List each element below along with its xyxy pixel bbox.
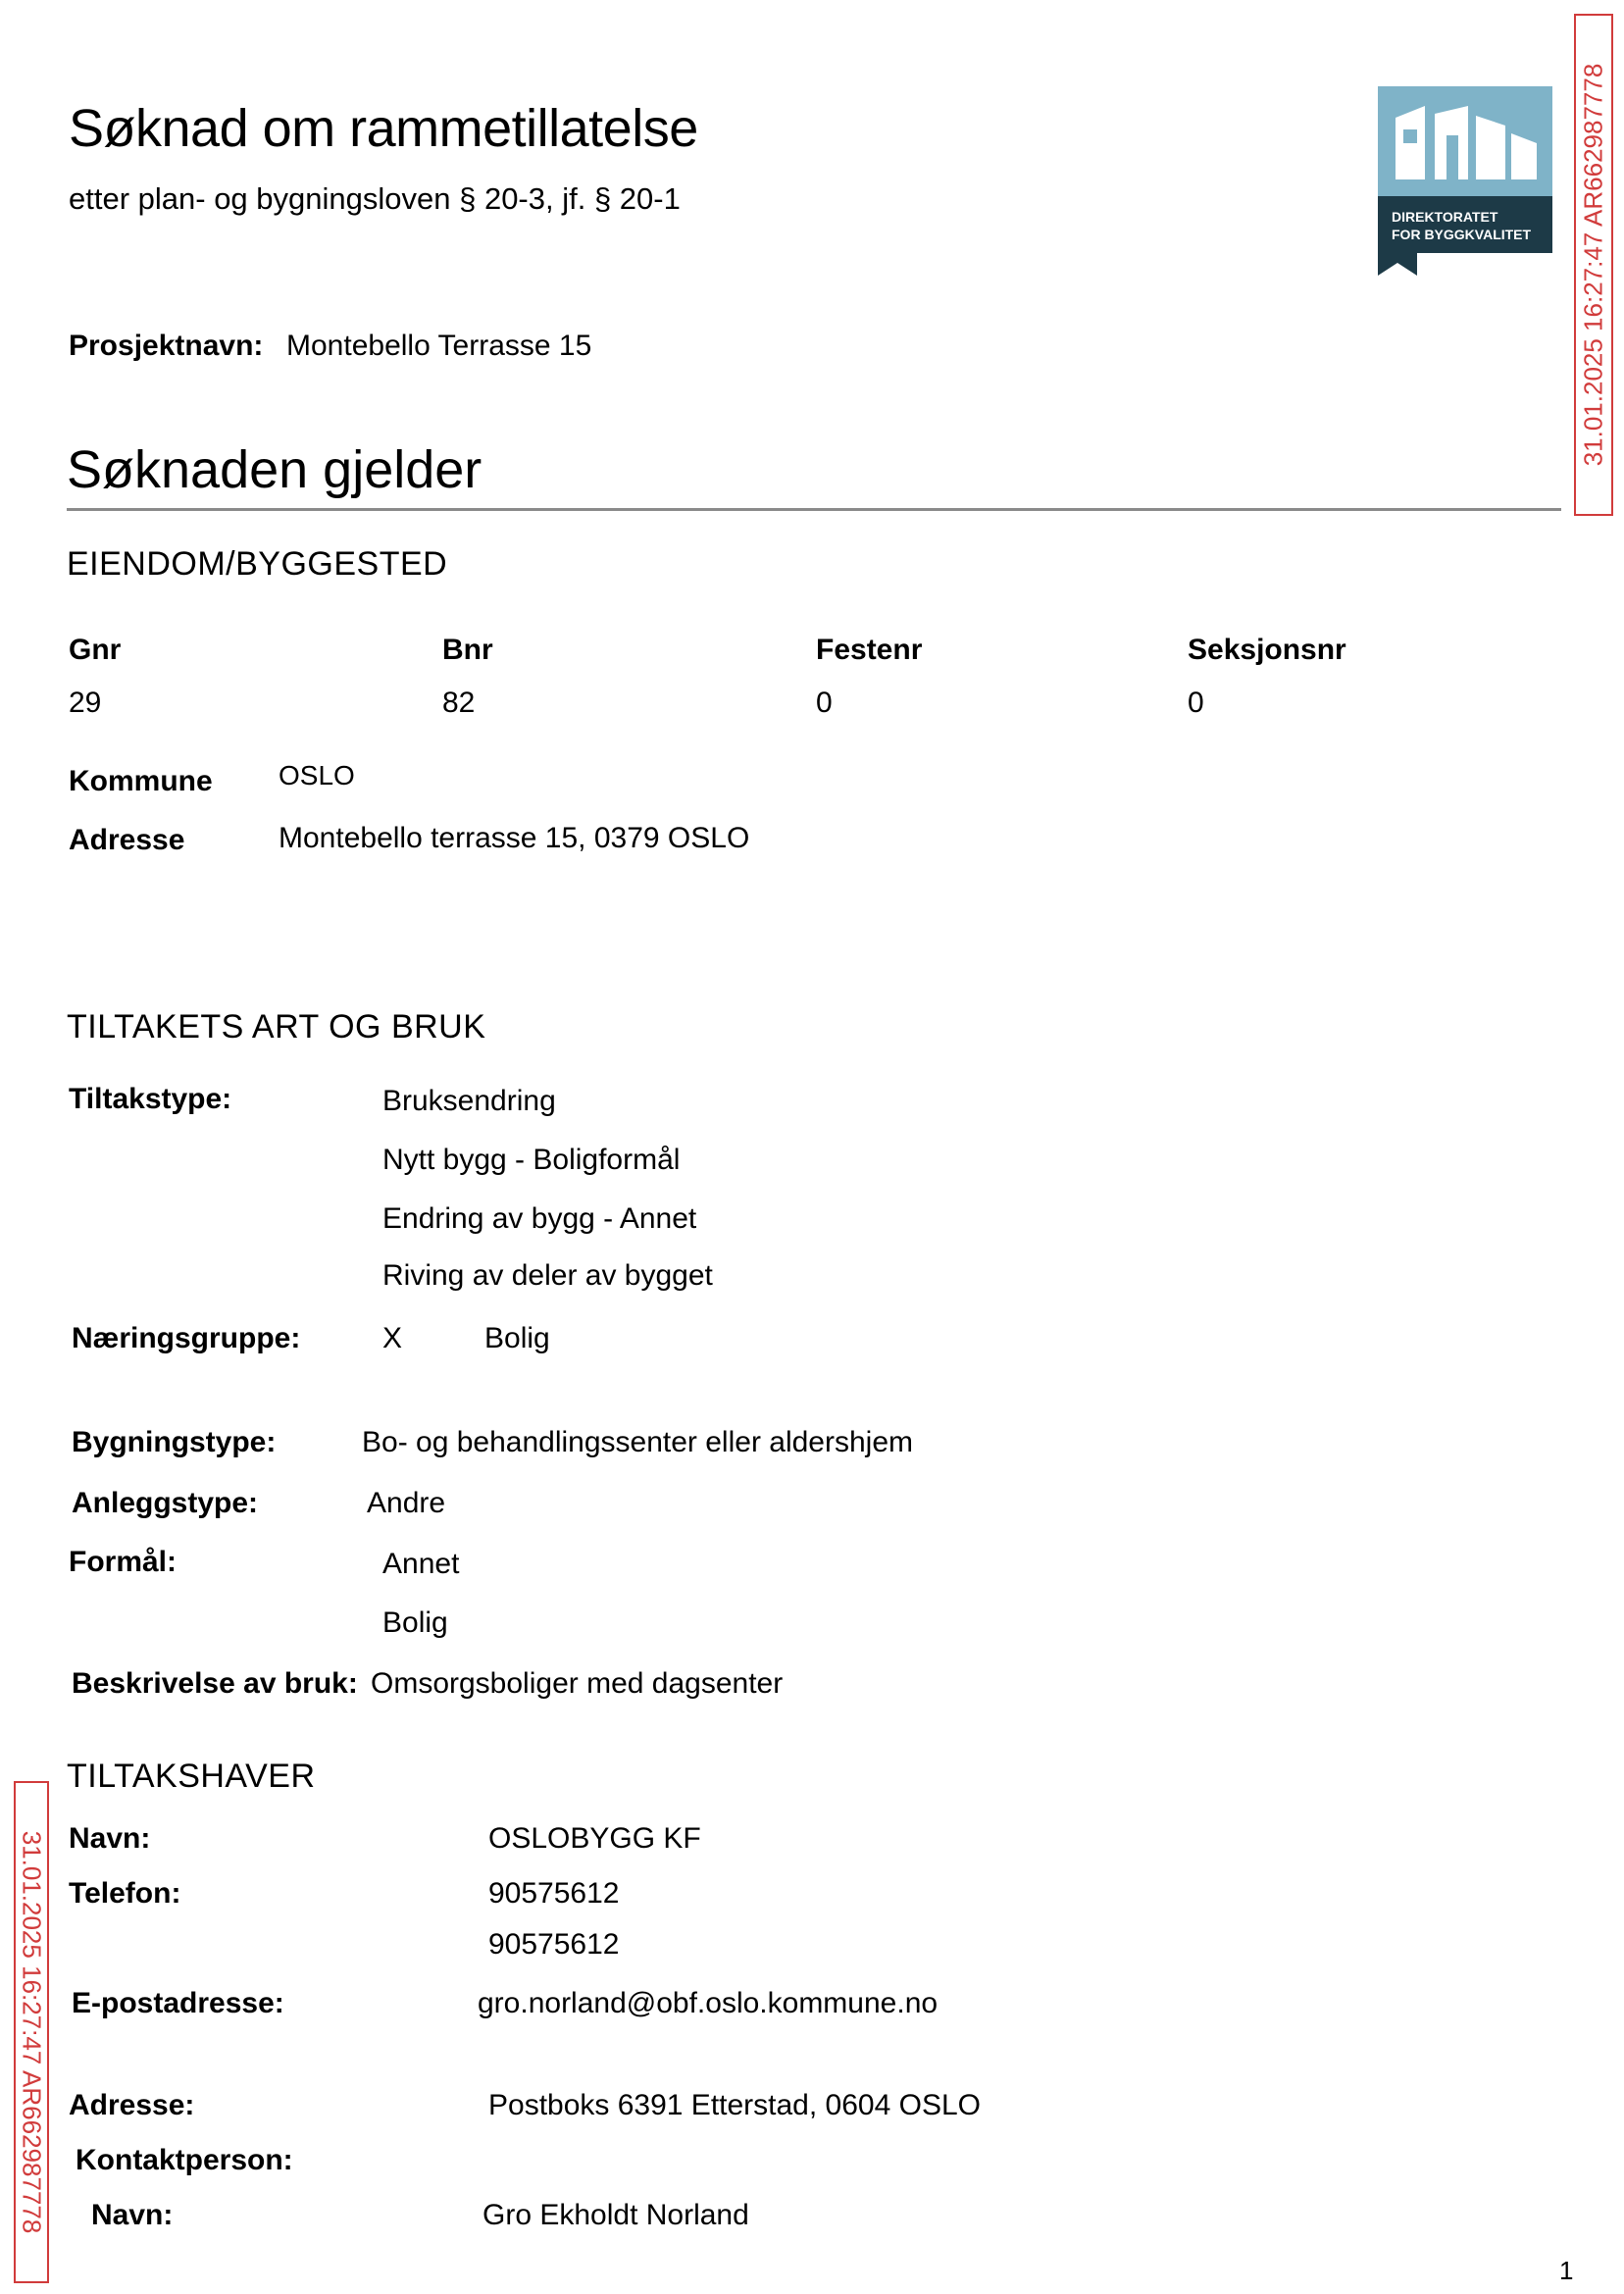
logo-text-line1: DIREKTORATET — [1392, 209, 1498, 225]
dibk-logo — [1378, 86, 1552, 276]
festenr-value: 0 — [816, 687, 833, 719]
tiltakstype-item: Endring av bygg - Annet — [382, 1202, 697, 1235]
tiltakstype-item: Riving av deler av bygget — [382, 1259, 713, 1292]
gnr-value: 29 — [69, 687, 102, 719]
bygningstype-value: Bo- og behandlingssenter eller aldershjem — [362, 1426, 914, 1458]
section-divider — [67, 508, 1561, 511]
tiltakstype-item: Bruksendring — [382, 1085, 556, 1117]
tiltakshaver-navn-label: Navn: — [69, 1822, 151, 1855]
property-heading: EIENDOM/BYGGESTED — [67, 545, 448, 583]
naeringsgruppe-code: X — [382, 1322, 403, 1354]
naeringsgruppe-label: Næringsgruppe: — [72, 1322, 301, 1354]
timestamp-stamp-right-text: 31.01.2025 16:27:47 AR662987778 — [1578, 63, 1608, 467]
document-subtitle: etter plan- og bygningsloven § 20-3, jf. § 20-1 — [69, 181, 681, 216]
naeringsgruppe-value: Bolig — [484, 1322, 550, 1354]
anleggstype-value: Andre — [367, 1487, 446, 1519]
formal-label: Formål: — [69, 1546, 178, 1578]
tiltakstype-item: Nytt bygg - Boligformål — [382, 1144, 681, 1176]
tiltak-heading: TILTAKETS ART OG BRUK — [67, 1008, 486, 1045]
project-name-value: Montebello Terrasse 15 — [286, 330, 592, 362]
kontaktperson-navn-value: Gro Ekholdt Norland — [482, 2199, 749, 2231]
bnr-label: Bnr — [442, 634, 493, 666]
document-title: Søknad om rammetillatelse — [69, 99, 698, 158]
anleggstype-label: Anleggstype: — [72, 1487, 259, 1519]
adresse-label: Adresse — [69, 824, 185, 856]
beskrivelse-label: Beskrivelse av bruk: — [72, 1667, 358, 1700]
formal-value: Bolig — [382, 1606, 448, 1639]
timestamp-stamp-left — [14, 1781, 49, 2283]
page-number: 1 — [1559, 2256, 1574, 2285]
epost-value: gro.norland@obf.oslo.kommune.no — [478, 1987, 939, 2019]
telefon-label: Telefon: — [69, 1877, 181, 1910]
kontaktperson-label: Kontaktperson: — [76, 2144, 293, 2176]
logo-text-line2: FOR BYGGKVALITET — [1392, 227, 1532, 242]
seksjonsnr-value: 0 — [1188, 687, 1204, 719]
section-heading: Søknaden gjelder — [67, 440, 482, 499]
beskrivelse-value: Omsorgsboliger med dagsenter — [371, 1667, 784, 1700]
tiltakstype-label: Tiltakstype: — [69, 1083, 232, 1115]
tiltakshaver-heading: TILTAKSHAVER — [67, 1758, 316, 1795]
telefon-value: 90575612 — [488, 1928, 620, 1961]
formal-value: Annet — [382, 1548, 460, 1580]
kommune-label: Kommune — [69, 765, 213, 797]
timestamp-stamp-left-text: 31.01.2025 16:27:47 AR662987778 — [17, 1830, 47, 2234]
adresse-value: Montebello terrasse 15, 0379 OSLO — [279, 822, 750, 854]
telefon-value: 90575612 — [488, 1877, 620, 1910]
gnr-label: Gnr — [69, 634, 122, 666]
epost-label: E-postadresse: — [72, 1987, 284, 2019]
tiltakshaver-adresse-label: Adresse: — [69, 2089, 195, 2121]
seksjonsnr-label: Seksjonsnr — [1188, 634, 1346, 666]
timestamp-stamp-right — [1574, 14, 1613, 516]
project-name-label: Prosjektnavn: — [69, 330, 264, 362]
tiltakshaver-navn-value: OSLOBYGG KF — [488, 1822, 701, 1855]
tiltakshaver-adresse-value: Postboks 6391 Etterstad, 0604 OSLO — [488, 2089, 981, 2121]
bnr-value: 82 — [442, 687, 476, 719]
bygningstype-label: Bygningstype: — [72, 1426, 277, 1458]
kontaktperson-navn-label: Navn: — [91, 2199, 174, 2231]
kommune-value: OSLO — [279, 760, 355, 790]
festenr-label: Festenr — [816, 634, 923, 666]
